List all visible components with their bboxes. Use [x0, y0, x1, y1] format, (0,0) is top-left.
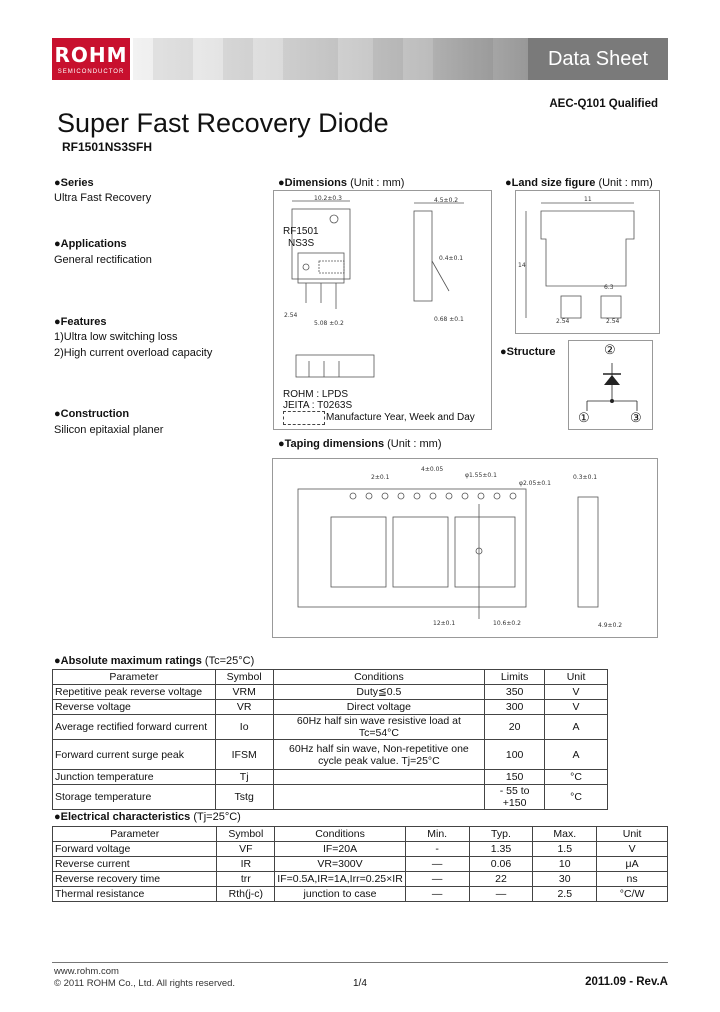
cell-parameter: Storage temperature — [53, 785, 216, 810]
cell-parameter: Forward current surge peak — [53, 740, 216, 770]
applications-text: General rectification — [54, 254, 152, 266]
cell-parameter: Junction temperature — [53, 770, 216, 785]
cell-parameter: Forward voltage — [53, 842, 217, 857]
series-heading: ●Series — [54, 177, 94, 189]
table-row — [53, 715, 608, 740]
feature-item: 2)High current overload capacity — [54, 347, 213, 359]
sprocket-holes — [350, 493, 516, 499]
cell-unit: V — [545, 700, 608, 715]
cell-typ: 1.35 — [469, 842, 533, 857]
cell-symbol: Rth(j-c) — [217, 887, 275, 902]
column-header: Symbol — [215, 670, 273, 685]
svg-text:4.5±0.2: 4.5±0.2 — [434, 197, 459, 204]
elec-table — [52, 826, 668, 902]
abs-max-condition: (Tc=25°C) — [204, 655, 255, 667]
svg-text:0.68 ±0.1: 0.68 ±0.1 — [434, 316, 464, 323]
svg-text:φ1.55±0.1: φ1.55±0.1 — [465, 472, 497, 479]
date-revision: 2011.09 - Rev.A — [585, 976, 668, 988]
column-header: Min. — [405, 827, 469, 842]
cell-symbol: VF — [217, 842, 275, 857]
table-row — [53, 872, 668, 887]
taping-heading-text: ●Taping dimensions — [278, 438, 385, 450]
land-unit: (Unit : mm) — [598, 177, 653, 189]
dimensions-heading-text: ●Dimensions — [278, 177, 347, 189]
svg-text:10.2±0.3: 10.2±0.3 — [314, 195, 342, 202]
cell-conditions: IF=0.5A,IR=1A,Irr=0.25×IR — [275, 872, 405, 887]
svg-text:φ2.05±0.1: φ2.05±0.1 — [519, 480, 551, 487]
pin2-label: ② — [604, 342, 616, 357]
rohm-logo — [52, 38, 130, 80]
elec-condition: (Tj=25°C) — [193, 811, 241, 823]
cell-unit: A — [545, 740, 608, 770]
footer-url[interactable]: www.rohm.com — [54, 966, 119, 977]
svg-text:4.9±0.2: 4.9±0.2 — [598, 622, 623, 629]
abs-max-heading — [54, 655, 254, 667]
cell-parameter: Thermal resistance — [53, 887, 217, 902]
column-header: Parameter — [53, 827, 217, 842]
svg-text:0.4±0.1: 0.4±0.1 — [439, 255, 464, 262]
structure-heading: ●Structure — [500, 346, 556, 358]
svg-text:2±0.1: 2±0.1 — [371, 474, 390, 481]
svg-text:11: 11 — [584, 196, 592, 203]
elec-heading — [54, 811, 241, 823]
package-rohm: ROHM : LPDS — [283, 389, 349, 400]
page-title: Super Fast Recovery Diode — [57, 108, 389, 138]
cell-conditions: VR=300V — [275, 857, 405, 872]
cell-unit: °C/W — [597, 887, 668, 902]
cell-min: — — [405, 857, 469, 872]
cell-unit: °C — [545, 785, 608, 810]
cell-max: 2.5 — [533, 887, 597, 902]
table-header-row — [53, 670, 608, 685]
cell-symbol: Io — [215, 715, 273, 740]
doc-type-label: Data Sheet — [528, 38, 668, 80]
table-row — [53, 770, 608, 785]
svg-text:10.6±0.2: 10.6±0.2 — [493, 620, 521, 627]
footer-divider — [52, 962, 668, 963]
features-heading: ●Features — [54, 316, 107, 328]
table-header-row — [53, 827, 668, 842]
cell-conditions: junction to case — [275, 887, 405, 902]
svg-text:12±0.1: 12±0.1 — [433, 620, 456, 627]
cell-conditions: IF=20A — [275, 842, 405, 857]
svg-text:2.54: 2.54 — [606, 318, 620, 325]
construction-text: Silicon epitaxial planer — [54, 424, 164, 436]
table-row — [53, 785, 608, 810]
land-figure — [515, 190, 660, 334]
svg-text:2.54: 2.54 — [556, 318, 570, 325]
cell-symbol: IFSM — [215, 740, 273, 770]
pin3-label: ③ — [630, 410, 642, 425]
abs-max-heading-text: ●Absolute maximum ratings — [54, 655, 202, 667]
cell-symbol: VR — [215, 700, 273, 715]
marking-line2: NS3S — [288, 238, 315, 249]
svg-text:0.3±0.1: 0.3±0.1 — [573, 474, 598, 481]
land-heading-text: ●Land size figure — [505, 177, 596, 189]
column-header: Max. — [533, 827, 597, 842]
dimensions-heading — [278, 177, 404, 189]
cell-conditions: 60Hz half sin wave resistive load at Tc=54°C — [273, 715, 485, 740]
brand-name: ROHM — [54, 43, 128, 67]
column-header: Conditions — [275, 827, 405, 842]
cell-symbol: Tj — [215, 770, 273, 785]
cell-unit: °C — [545, 770, 608, 785]
cell-conditions — [273, 785, 485, 810]
cell-min: — — [405, 887, 469, 902]
qualification: AEC-Q101 Qualified — [549, 98, 658, 110]
cell-limits: 20 — [485, 715, 545, 740]
cell-parameter: Reverse current — [53, 857, 217, 872]
cell-typ: 22 — [469, 872, 533, 887]
pin1-label: ① — [578, 410, 590, 425]
elec-heading-text: ●Electrical characteristics — [54, 811, 191, 823]
cell-typ: — — [469, 887, 533, 902]
column-header: Typ. — [469, 827, 533, 842]
column-header: Symbol — [217, 827, 275, 842]
dimensions-unit: (Unit : mm) — [350, 177, 405, 189]
svg-text:4±0.05: 4±0.05 — [421, 466, 444, 473]
construction-heading: ●Construction — [54, 408, 130, 420]
date-code-box — [283, 411, 325, 425]
marking-line1: RF1501 — [283, 226, 319, 237]
page-number: 1/4 — [353, 978, 367, 989]
cell-conditions: Direct voltage — [273, 700, 485, 715]
brand-subtitle: SEMICONDUCTOR — [57, 69, 125, 75]
cell-symbol: VRM — [215, 685, 273, 700]
cell-unit: μA — [597, 857, 668, 872]
footer-copyright: © 2011 ROHM Co., Ltd. All rights reserved. — [54, 978, 236, 989]
cell-unit: V — [545, 685, 608, 700]
part-number: RF1501NS3SFH — [62, 140, 153, 154]
column-header: Unit — [545, 670, 608, 685]
svg-text:14: 14 — [518, 262, 526, 269]
taping-unit: (Unit : mm) — [387, 438, 442, 450]
taping-figure — [272, 458, 658, 638]
cell-limits: 300 — [485, 700, 545, 715]
cell-max: 1.5 — [533, 842, 597, 857]
cell-conditions — [273, 770, 485, 785]
cell-max: 30 — [533, 872, 597, 887]
cell-typ: 0.06 — [469, 857, 533, 872]
package-jeita: JEITA : T0263S — [283, 400, 353, 411]
cell-symbol: IR — [217, 857, 275, 872]
column-header: Unit — [597, 827, 668, 842]
cell-symbol: Tstg — [215, 785, 273, 810]
land-heading — [505, 177, 653, 189]
cell-min: — — [405, 872, 469, 887]
svg-text:5.08 ±0.2: 5.08 ±0.2 — [314, 320, 344, 327]
cell-limits: 100 — [485, 740, 545, 770]
cell-limits: 150 — [485, 770, 545, 785]
cell-symbol: trr — [217, 872, 275, 887]
cell-limits: 350 — [485, 685, 545, 700]
cell-parameter: Reverse voltage — [53, 700, 216, 715]
table-row — [53, 887, 668, 902]
table-row — [53, 700, 608, 715]
cell-unit: A — [545, 715, 608, 740]
cell-min: - — [405, 842, 469, 857]
column-header: Parameter — [53, 670, 216, 685]
cell-limits: - 55 to +150 — [485, 785, 545, 810]
svg-text:6.3: 6.3 — [604, 284, 614, 291]
date-code-note: Manufacture Year, Week and Day — [326, 412, 475, 423]
cell-parameter: Average rectified forward current — [53, 715, 216, 740]
table-row — [53, 842, 668, 857]
cell-parameter: Repetitive peak reverse voltage — [53, 685, 216, 700]
column-header: Conditions — [273, 670, 485, 685]
cell-unit: ns — [597, 872, 668, 887]
cell-unit: V — [597, 842, 668, 857]
cell-conditions: Duty≦0.5 — [273, 685, 485, 700]
taping-heading — [278, 438, 442, 450]
series-text: Ultra Fast Recovery — [54, 192, 152, 204]
table-row — [53, 857, 668, 872]
table-row — [53, 685, 608, 700]
svg-text:2.54: 2.54 — [284, 312, 298, 319]
table-row — [53, 740, 608, 770]
land-drawing — [516, 191, 659, 333]
feature-item: 1)Ultra low switching loss — [54, 331, 178, 343]
abs-max-table — [52, 669, 608, 810]
cell-parameter: Reverse recovery time — [53, 872, 217, 887]
diode-symbol — [604, 375, 620, 385]
column-header: Limits — [485, 670, 545, 685]
cell-conditions: 60Hz half sin wave, Non-repetitive one cycle peak value. Tj=25°C — [273, 740, 485, 770]
applications-heading: ●Applications — [54, 238, 127, 250]
cell-max: 10 — [533, 857, 597, 872]
taping-drawing — [273, 459, 657, 637]
